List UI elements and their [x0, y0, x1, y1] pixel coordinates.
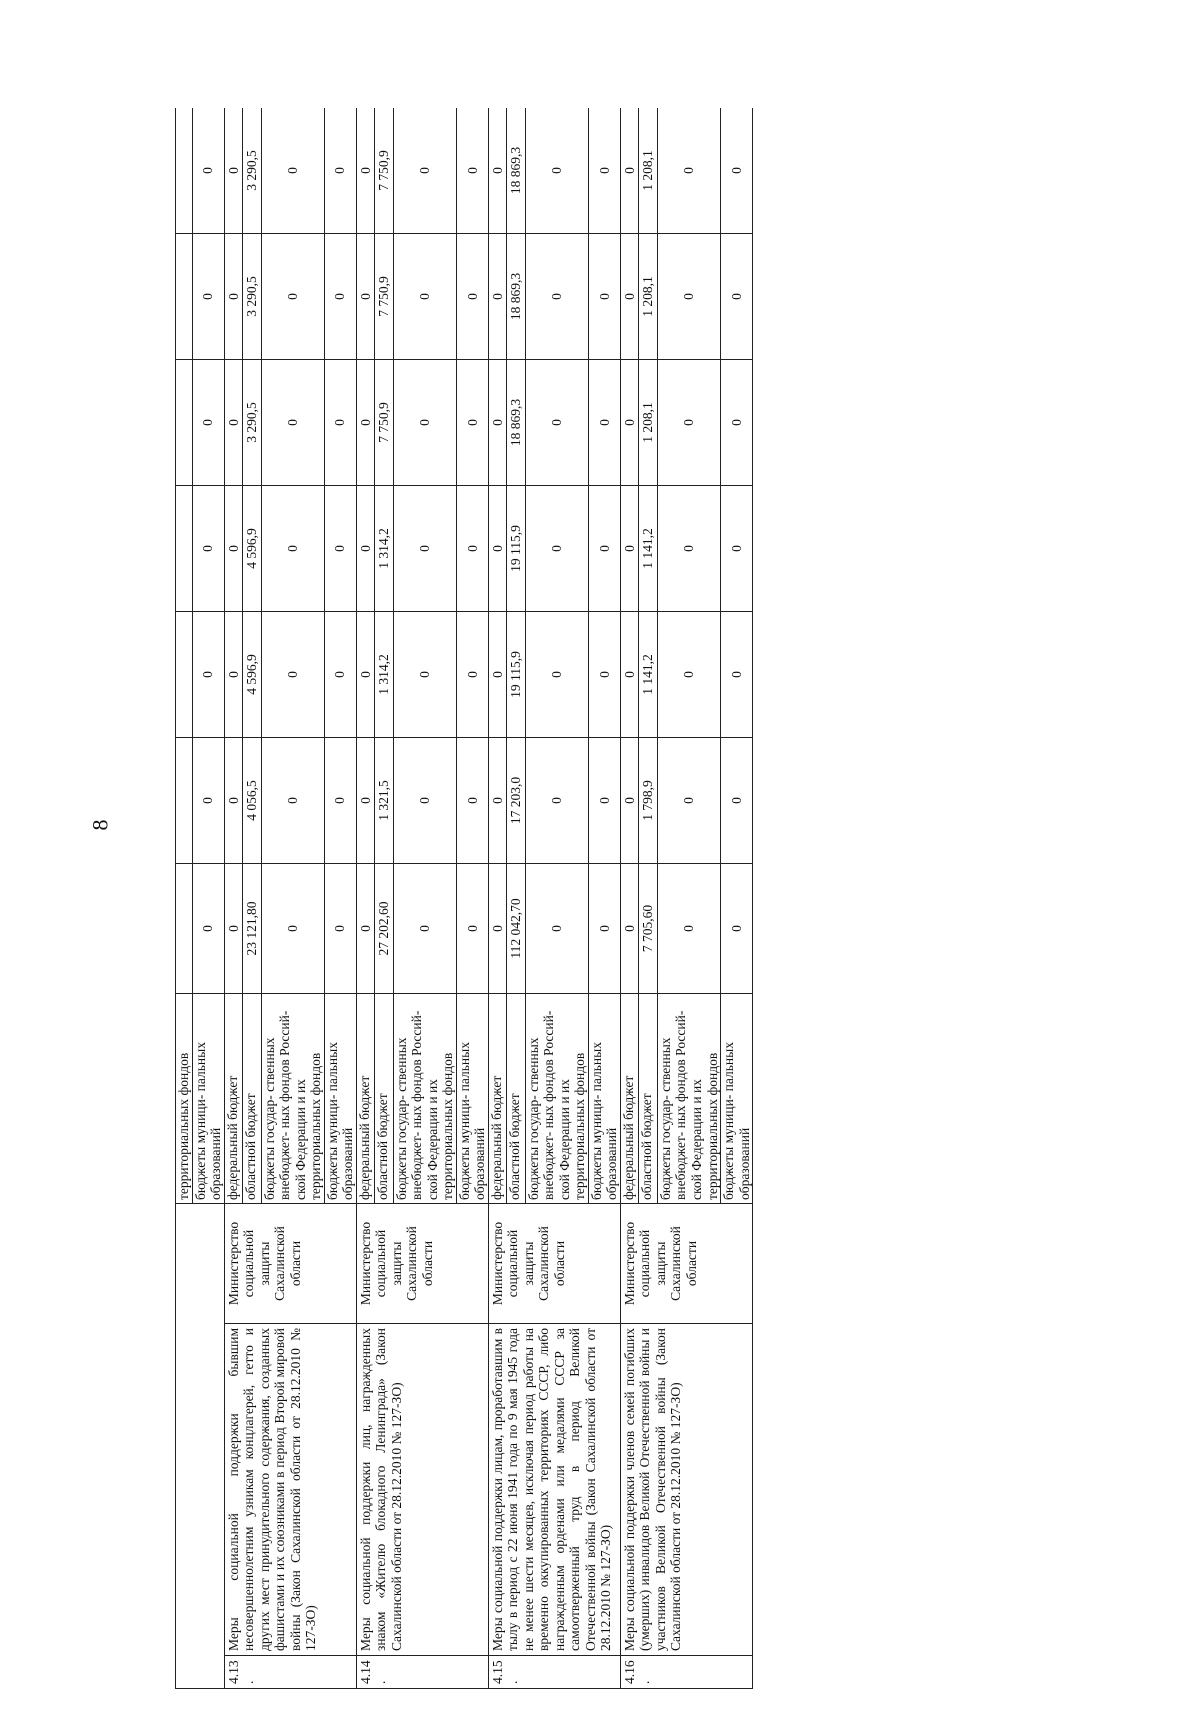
- value-cell: 0: [393, 234, 456, 360]
- value-cell: 0: [657, 864, 720, 994]
- value-cell: 0: [324, 864, 356, 994]
- row-description: Меры социальной поддержки членов семей погибших (умерших) инвалидов Великой Отечественной войны и участников Великой Отечественной войны (Закон Сахалинской области от 28.12.2010 № 127-ЗО): [620, 1324, 752, 1656]
- value-cell: 0: [588, 738, 620, 864]
- funding-source-label: бюджеты государ- ственных внебюджет- ных фондов Россий- ской Федерации и их территориальных фондов: [657, 994, 720, 1204]
- value-cell: 0: [456, 108, 488, 234]
- value-cell: 4 056,5: [243, 738, 262, 864]
- value-cell: 0: [356, 108, 375, 234]
- value-cell: 0: [588, 360, 620, 486]
- value-cell: 0: [393, 738, 456, 864]
- value-cell: 0: [488, 864, 507, 994]
- value-cell: 0: [356, 234, 375, 360]
- value-cell: 0: [721, 234, 753, 360]
- row-number: 4.15.: [488, 1656, 620, 1689]
- table-frame: [175, 108, 1035, 1689]
- funding-source-label: бюджеты государ- ственных внебюджет- ных фондов Россий- ской Федерации и их территориальных фондов: [525, 994, 588, 1204]
- value-cell: 0: [224, 360, 243, 486]
- value-cell: 0: [456, 234, 488, 360]
- table-row: [620, 108, 639, 1689]
- value-cell: 1 314,2: [375, 612, 394, 738]
- value-cell: 0: [261, 360, 324, 486]
- funding-source-label: областной бюджет: [507, 994, 526, 1204]
- value-cell: [176, 864, 193, 994]
- value-cell: 0: [657, 234, 720, 360]
- funding-source-label: областной бюджет: [639, 994, 658, 1204]
- row-description: Меры социальной поддержки лицам, проработавшим в тылу в период с 22 июня 1941 года по 9 мая 1945 года не менее шести месяцев, исключая период работы на временно оккупированных территориях СССР, либо награжденным орденами или медалями СССР за самоотверженный труд в период Великой Отечественной войны (Закон Сахалинской области от 28.12.2010 № 127-ЗО): [488, 1324, 620, 1656]
- value-cell: 0: [393, 486, 456, 612]
- value-cell: 17 203,0: [507, 738, 526, 864]
- value-cell: [176, 234, 193, 360]
- value-cell: 7 750,9: [375, 360, 394, 486]
- value-cell: 23 121,80: [243, 864, 262, 994]
- value-cell: 0: [620, 612, 639, 738]
- value-cell: 0: [224, 738, 243, 864]
- value-cell: 0: [356, 486, 375, 612]
- table-row: [356, 108, 375, 1689]
- value-cell: 0: [261, 108, 324, 234]
- value-cell: 1 798,9: [639, 738, 658, 864]
- value-cell: [176, 360, 193, 486]
- row-executor: Министерство социальной защиты Сахалинской области: [356, 1204, 488, 1324]
- value-cell: 0: [588, 612, 620, 738]
- value-cell: 0: [393, 108, 456, 234]
- value-cell: 7 750,9: [375, 234, 394, 360]
- value-cell: 0: [324, 108, 356, 234]
- value-cell: 0: [488, 612, 507, 738]
- value-cell: 0: [393, 864, 456, 994]
- value-cell: 0: [525, 738, 588, 864]
- funding-source-label: федеральный бюджет: [488, 994, 507, 1204]
- value-cell: 0: [192, 360, 224, 486]
- row-executor: Министерство социальной защиты Сахалинской области: [224, 1204, 356, 1324]
- row-number: 4.14.: [356, 1656, 488, 1689]
- value-cell: 7 750,9: [375, 108, 394, 234]
- value-cell: 1 314,2: [375, 486, 394, 612]
- value-cell: 112 042,70: [507, 864, 526, 994]
- value-cell: 3 290,5: [243, 360, 262, 486]
- table-row: [488, 108, 507, 1689]
- value-cell: [176, 738, 193, 864]
- value-cell: [176, 612, 193, 738]
- value-cell: 0: [657, 360, 720, 486]
- continuation-row: [176, 108, 193, 1689]
- value-cell: 0: [456, 486, 488, 612]
- value-cell: 0: [261, 864, 324, 994]
- value-cell: 0: [721, 864, 753, 994]
- table-body: [176, 108, 753, 1689]
- value-cell: 0: [224, 108, 243, 234]
- value-cell: 0: [588, 234, 620, 360]
- value-cell: 4 596,9: [243, 486, 262, 612]
- row-executor: Министерство социальной защиты Сахалинской области: [620, 1204, 752, 1324]
- value-cell: 0: [721, 612, 753, 738]
- value-cell: 1 321,5: [375, 738, 394, 864]
- funding-source-label: бюджеты муници- пальных образований: [456, 994, 488, 1204]
- row-number: 4.13.: [224, 1656, 356, 1689]
- value-cell: 0: [721, 486, 753, 612]
- value-cell: 18 869,3: [507, 360, 526, 486]
- value-cell: 0: [620, 360, 639, 486]
- value-cell: 7 705,60: [639, 864, 658, 994]
- value-cell: 0: [525, 864, 588, 994]
- row-description: Меры социальной поддержки бывшим несовершеннолетним узникам концлагерей, гетто и других мест принудительного содержания, созданных фашистами и их союзниками в период Второй мировой войны (Закон Сахалинской области от 28.12.2010 № 127-ЗО): [224, 1324, 356, 1656]
- value-cell: 0: [620, 108, 639, 234]
- value-cell: 0: [657, 612, 720, 738]
- value-cell: 18 869,3: [507, 234, 526, 360]
- funding-source-label: федеральный бюджет: [620, 994, 639, 1204]
- funding-source-label: бюджеты муници- пальных образований: [192, 994, 224, 1204]
- table-rotated-view: [175, 108, 1035, 1689]
- value-cell: 0: [588, 864, 620, 994]
- value-cell: 0: [324, 360, 356, 486]
- value-cell: 0: [620, 234, 639, 360]
- funding-source-label: федеральный бюджет: [356, 994, 375, 1204]
- value-cell: 0: [657, 486, 720, 612]
- value-cell: 27 202,60: [375, 864, 394, 994]
- value-cell: 3 290,5: [243, 108, 262, 234]
- value-cell: 0: [324, 234, 356, 360]
- value-cell: 0: [721, 360, 753, 486]
- value-cell: 0: [261, 486, 324, 612]
- value-cell: 0: [393, 360, 456, 486]
- value-cell: 0: [588, 108, 620, 234]
- value-cell: 0: [456, 864, 488, 994]
- value-cell: 1 141,2: [639, 486, 658, 612]
- value-cell: [176, 486, 193, 612]
- funding-source-label: бюджеты государ- ственных внебюджет- ных фондов Россий- ской Федерации и их территориальных фондов: [261, 994, 324, 1204]
- value-cell: 0: [356, 864, 375, 994]
- value-cell: 0: [488, 234, 507, 360]
- value-cell: 0: [192, 486, 224, 612]
- value-cell: 0: [620, 486, 639, 612]
- value-cell: 0: [324, 738, 356, 864]
- value-cell: 0: [192, 612, 224, 738]
- value-cell: 0: [525, 234, 588, 360]
- value-cell: 0: [192, 864, 224, 994]
- value-cell: 0: [393, 612, 456, 738]
- value-cell: 4 596,9: [243, 612, 262, 738]
- value-cell: 0: [192, 738, 224, 864]
- value-cell: 0: [525, 360, 588, 486]
- row-number: 4.16.: [620, 1656, 752, 1689]
- page-number: 8: [87, 819, 113, 831]
- value-cell: 0: [356, 738, 375, 864]
- value-cell: 0: [261, 612, 324, 738]
- funding-source-label: областной бюджет: [375, 994, 394, 1204]
- value-cell: 0: [488, 486, 507, 612]
- value-cell: 0: [456, 612, 488, 738]
- value-cell: 0: [224, 612, 243, 738]
- funding-source-label: бюджеты муници- пальных образований: [588, 994, 620, 1204]
- funding-source-label: областной бюджет: [243, 994, 262, 1204]
- funding-source-label: федеральный бюджет: [224, 994, 243, 1204]
- value-cell: 0: [324, 486, 356, 612]
- value-cell: 0: [488, 108, 507, 234]
- value-cell: 0: [620, 864, 639, 994]
- budget-table: [175, 108, 753, 1689]
- value-cell: 3 290,5: [243, 234, 262, 360]
- value-cell: 0: [488, 738, 507, 864]
- value-cell: 0: [261, 738, 324, 864]
- value-cell: 0: [261, 234, 324, 360]
- value-cell: 0: [456, 738, 488, 864]
- row-description: Меры социальной поддержки лиц, награжденных знаком «Жителю блокадного Ленинграда» (Закон Сахалинской области от 28.12.2010 № 127-ЗО): [356, 1324, 488, 1656]
- value-cell: 0: [456, 360, 488, 486]
- value-cell: 0: [488, 360, 507, 486]
- value-cell: 18 869,3: [507, 108, 526, 234]
- value-cell: 0: [224, 864, 243, 994]
- value-cell: 1 208,1: [639, 360, 658, 486]
- value-cell: 0: [324, 612, 356, 738]
- value-cell: [176, 108, 193, 234]
- value-cell: 1 141,2: [639, 612, 658, 738]
- value-cell: 0: [356, 612, 375, 738]
- continuation-blank-cell: [176, 1204, 225, 1689]
- value-cell: 0: [224, 486, 243, 612]
- value-cell: 0: [525, 486, 588, 612]
- value-cell: 1 208,1: [639, 108, 658, 234]
- value-cell: 0: [192, 234, 224, 360]
- value-cell: 1 208,1: [639, 234, 658, 360]
- value-cell: 0: [525, 612, 588, 738]
- value-cell: 0: [657, 108, 720, 234]
- value-cell: 0: [620, 738, 639, 864]
- value-cell: 0: [525, 108, 588, 234]
- funding-source-label: бюджеты муници- пальных образований: [324, 994, 356, 1204]
- value-cell: 0: [224, 234, 243, 360]
- value-cell: 0: [721, 108, 753, 234]
- value-cell: 0: [356, 360, 375, 486]
- table-row: [224, 108, 243, 1689]
- row-executor: Министерство социальной защиты Сахалинской области: [488, 1204, 620, 1324]
- value-cell: 19 115,9: [507, 486, 526, 612]
- value-cell: 0: [657, 738, 720, 864]
- value-cell: 0: [721, 738, 753, 864]
- funding-source-label: бюджеты муници- пальных образований: [721, 994, 753, 1204]
- value-cell: 0: [588, 486, 620, 612]
- value-cell: 0: [192, 108, 224, 234]
- funding-source-label: бюджеты государ- ственных внебюджет- ных фондов Россий- ской Федерации и их территориальных фондов: [393, 994, 456, 1204]
- value-cell: 19 115,9: [507, 612, 526, 738]
- funding-source-label: территориальных фондов: [176, 994, 193, 1204]
